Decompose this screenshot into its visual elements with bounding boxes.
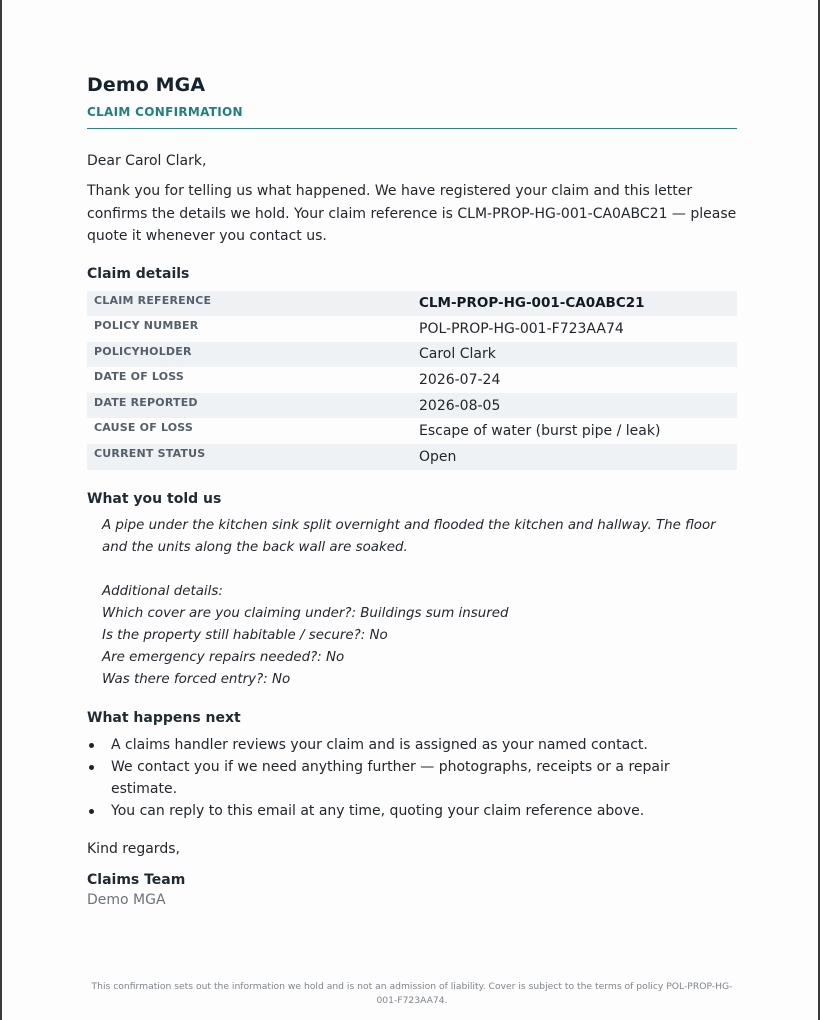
claim-details-heading: Claim details [87,265,190,282]
answer-line: Is the property still habitable / secure?: No [102,627,388,643]
intro-paragraph: Thank you for telling us what happened. We have registered your claim and this letter confirms the details we hold. Your claim reference is CLM-PROP-HG-001-CA0ABC21 — please quote it whenever you contact us. [87,183,737,244]
spacer [102,559,737,581]
detail-value: CLM-PROP-HG-001-CA0ABC21 [419,291,737,317]
detail-row-claim-reference [87,291,737,317]
document-type-heading: CLAIM CONFIRMATION [87,105,737,129]
footer-disclaimer: This confirmation sets out the information we hold and is not an admission of liability. Cover is subject to the terms of policy POL-PROP-HG-001-F723AA74. [91,981,733,1006]
detail-label: CURRENT STATUS [87,444,419,470]
list-item: You can reply to this email at any time, quoting your claim reference above. [87,800,737,822]
list-item: We contact you if we need anything further — photographs, receipts or a repair estimate. [87,756,737,800]
claim-description: A pipe under the kitchen sink split overnight and flooded the kitchen and hallway. The floor and the units along the back wall are soaked. [102,517,716,555]
detail-label: DATE REPORTED [87,393,419,419]
detail-row-date-of-loss [87,367,737,393]
claim-details-table [87,291,737,470]
what-happens-next-heading: What happens next [87,709,241,726]
salutation: Dear Carol Clark, [87,153,207,169]
additional-details-heading: Additional details: [102,583,223,599]
letter-content [87,74,737,908]
detail-label: POLICYHOLDER [87,342,419,368]
detail-label: CAUSE OF LOSS [94,421,194,435]
next-steps-list [87,734,737,822]
detail-value: POL-PROP-HG-001-F723AA74 [419,320,624,337]
detail-value: 2026-08-05 [419,393,737,419]
answer-line: Which cover are you claiming under?: Buildings sum insured [102,605,509,621]
detail-label: CLAIM REFERENCE [87,291,419,317]
detail-row-policy-number [87,316,737,342]
signoff-org: Demo MGA [87,891,166,908]
answer-line: Are emergency repairs needed?: No [102,649,345,665]
signoff-team: Claims Team [87,871,186,888]
detail-row-date-reported [87,393,737,419]
detail-row-current-status [87,444,737,470]
detail-value: 2026-07-24 [419,372,501,389]
detail-value: Open [419,444,737,470]
list-item: A claims handler reviews your claim and is assigned as your named contact. [87,734,737,756]
claim-description-block [87,515,737,691]
detail-row-cause-of-loss [87,418,737,444]
closing-regards: Kind regards, [87,840,180,857]
detail-label: DATE OF LOSS [94,370,185,384]
detail-label: POLICY NUMBER [94,319,199,333]
detail-value: Escape of water (burst pipe / leak) [419,423,661,440]
answer-line: Was there forced entry?: No [102,671,291,687]
detail-row-policyholder [87,342,737,368]
org-name: Demo MGA [87,74,206,96]
detail-value: Carol Clark [419,342,737,368]
what-you-told-us-heading: What you told us [87,490,222,507]
